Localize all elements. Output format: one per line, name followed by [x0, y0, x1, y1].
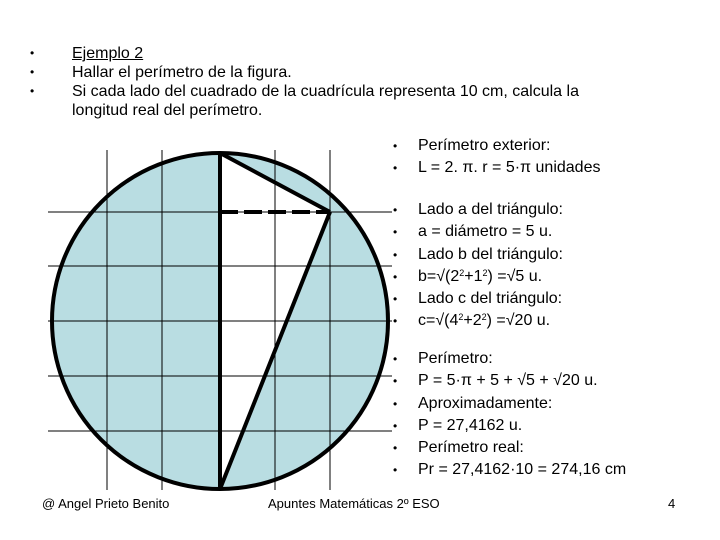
triangle-sides-group: [393, 199, 713, 333]
perimeter-total-group: [393, 348, 713, 482]
bullet-dot: •: [30, 84, 35, 98]
list-item: [393, 393, 713, 415]
formula-b: [418, 268, 542, 285]
list-item: [393, 199, 713, 221]
bullet-dot: •: [393, 352, 398, 366]
bullet-dot: •: [393, 161, 398, 176]
exponent: 2: [459, 267, 465, 278]
list-item: [393, 370, 713, 392]
example-title-text: Ejemplo 2: [72, 45, 144, 62]
list-item-text: Aproximadamente:: [418, 394, 553, 412]
bullet-dot: •: [393, 396, 398, 411]
list-item-text: Lado a del triángulo:: [418, 201, 563, 218]
list-item-text: Perímetro exterior:: [418, 137, 551, 154]
formula-part: +2: [463, 312, 482, 330]
list-item-text: a = diámetro = 5 u.: [418, 223, 553, 241]
bullet-dot: •: [393, 225, 398, 240]
list-item-text: Perímetro real:: [418, 439, 524, 457]
bullet-dot: •: [393, 247, 398, 262]
scale-text-cont: longitud real del perímetro.: [72, 102, 263, 119]
list-item-text: Pr = 27,4162·10 = 274,16 cm: [418, 461, 627, 479]
scale-text: Si cada lado del cuadrado de la cuadrícula representa 10 cm, calcula la: [72, 83, 579, 100]
bullet-dot: •: [30, 65, 35, 79]
footer-author: @ Angel Prieto Benito: [42, 496, 170, 511]
formula-part: ) =√20 u.: [486, 312, 551, 330]
footer-course: Apuntes Matemáticas 2º ESO: [268, 496, 440, 511]
bullet-dot: •: [393, 463, 398, 478]
bullet-dot: •: [393, 441, 398, 456]
formula-part: c=√(4: [418, 312, 459, 330]
bullet-dot: •: [393, 314, 398, 329]
formula-part: b=√(2: [418, 267, 460, 285]
list-item: [393, 459, 713, 481]
list-item-text: Lado c del triángulo:: [418, 290, 563, 308]
task-text: Hallar el perímetro de la figura.: [72, 64, 292, 81]
list-item: [393, 415, 713, 437]
bullet-dot: •: [393, 203, 398, 217]
formula-c: [418, 312, 550, 329]
bullet-dot: •: [393, 139, 398, 153]
list-item: [393, 437, 713, 459]
exponent: 2: [481, 312, 487, 323]
formula-part: +1: [464, 267, 483, 285]
list-item: [393, 244, 713, 266]
bullet-dot: •: [393, 269, 398, 284]
bullet-dot: •: [393, 418, 398, 433]
list-item: [393, 288, 713, 310]
exponent: 2: [458, 312, 464, 323]
bullet-dot: •: [30, 46, 35, 60]
list-item-text: Lado b del triángulo:: [418, 245, 563, 263]
list-item: [393, 221, 713, 243]
list-item-text: Perímetro:: [418, 350, 493, 367]
list-item: [393, 266, 713, 288]
bullet-dot: •: [393, 374, 398, 389]
formula-part: ) =√5 u.: [487, 267, 543, 285]
list-item: [393, 157, 713, 179]
list-item-text: P = 27,4162 u.: [418, 416, 523, 434]
page-number: 4: [668, 496, 676, 511]
perimeter-group: [393, 135, 713, 180]
exponent: 2: [482, 267, 488, 278]
list-item-text: P = 5·π + 5 + √5 + √20 u.: [418, 372, 598, 390]
list-item: [393, 310, 713, 332]
list-item: [393, 135, 713, 157]
bullet-dot: •: [393, 292, 398, 307]
list-item-text: L = 2. π. r = 5·π unidades: [418, 159, 601, 177]
list-item: [393, 348, 713, 370]
